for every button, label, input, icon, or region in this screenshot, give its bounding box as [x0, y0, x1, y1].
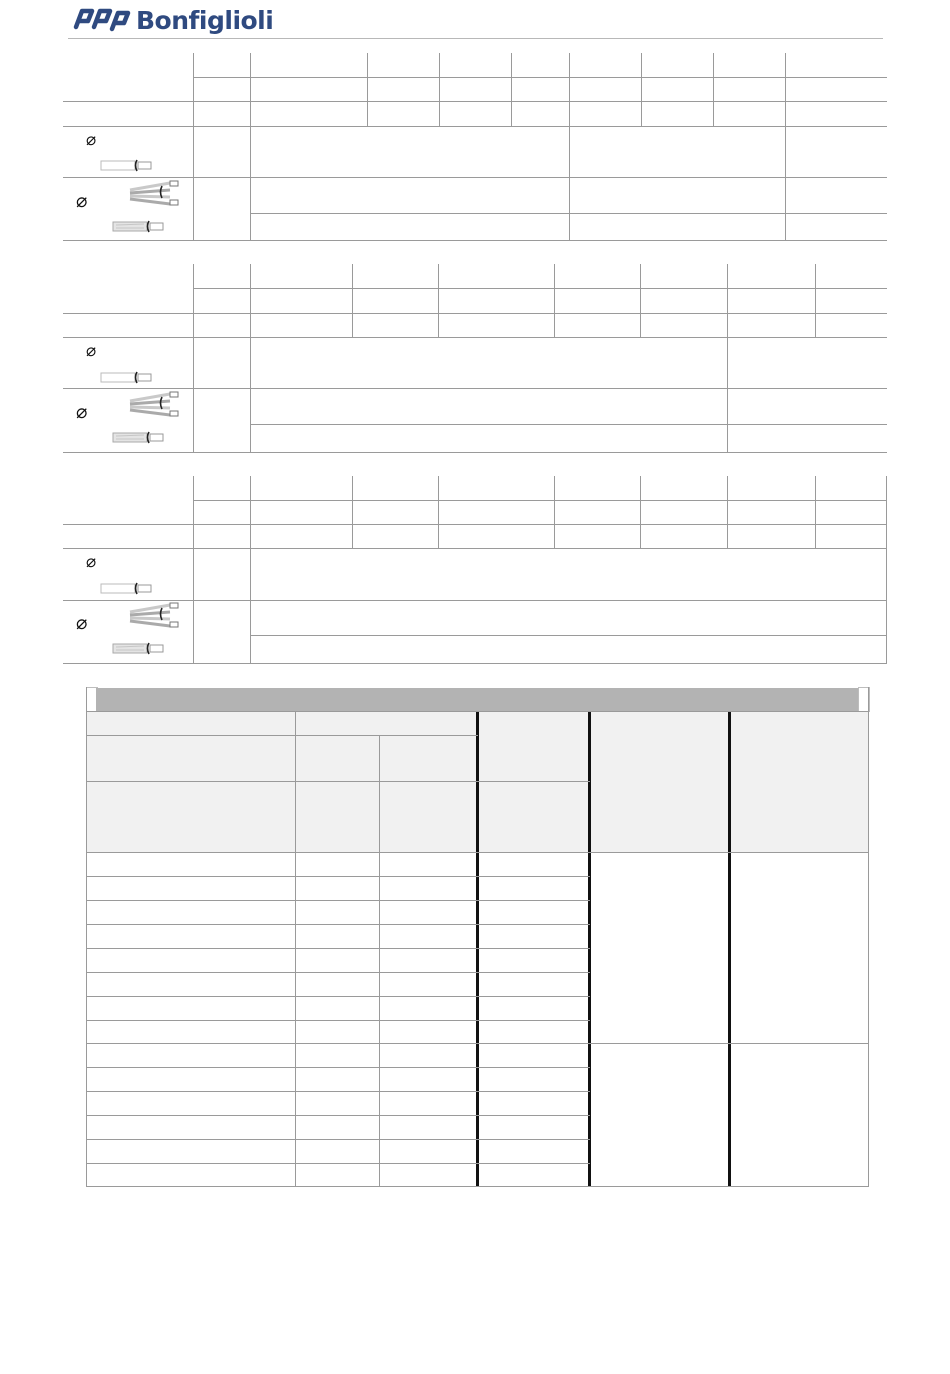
- diameter-icon: ⌀: [86, 552, 97, 572]
- table-rule: [86, 900, 590, 901]
- table-rule: [63, 388, 887, 389]
- table-rule: [86, 924, 590, 925]
- page-header: [68, 0, 883, 40]
- table-rule: [86, 876, 590, 877]
- table-rule: [86, 1139, 590, 1140]
- column-rule: [439, 53, 440, 126]
- column-divider: [728, 711, 731, 1186]
- stranded-conductor-icon: [128, 391, 180, 419]
- table-rule: [86, 1067, 590, 1068]
- column-rule: [193, 264, 194, 452]
- solid-conductor-icon: [100, 158, 154, 172]
- table-rule: [250, 213, 887, 214]
- table-rule: [63, 240, 887, 241]
- column-rule: [713, 53, 714, 126]
- column-rule: [379, 735, 380, 1186]
- table-rule: [86, 1043, 869, 1044]
- table-title-bar: [96, 688, 858, 711]
- column-rule: [641, 53, 642, 126]
- diameter-icon: ⌀: [86, 130, 97, 150]
- table-rule: [86, 781, 590, 782]
- table-rule: [86, 711, 869, 712]
- table-rule: [63, 101, 887, 102]
- column-rule: [367, 53, 368, 126]
- table-rule: [63, 452, 887, 453]
- table-rule: [86, 948, 590, 949]
- table-rule: [86, 1186, 869, 1187]
- table-rule: [193, 500, 887, 501]
- stranded-conductor-icon: [128, 180, 180, 208]
- header-rule: [68, 38, 883, 39]
- brand-logo: [72, 4, 273, 36]
- ferrule-conductor-icon: [112, 430, 166, 444]
- column-rule: [727, 476, 728, 549]
- column-rule: [868, 687, 869, 1187]
- table-rule: [63, 548, 887, 549]
- table-rule: [86, 1091, 590, 1092]
- column-rule: [640, 476, 641, 549]
- solid-conductor-icon: [100, 370, 154, 384]
- table-rule: [63, 600, 887, 601]
- ferrule-conductor-icon: [112, 641, 166, 655]
- bonfiglioli-logo-icon: [72, 5, 132, 35]
- table-rule: [86, 1020, 590, 1021]
- table-rule: [63, 313, 887, 314]
- column-rule: [815, 264, 816, 337]
- ferrule-conductor-icon: [112, 219, 166, 233]
- brand-name: Bonfiglioli: [136, 5, 274, 35]
- column-rule: [193, 53, 194, 241]
- table-rule: [63, 663, 887, 664]
- diameter-icon: ⌀: [76, 190, 88, 212]
- table-rule: [86, 1163, 590, 1164]
- column-rule: [511, 53, 512, 126]
- table-rule: [250, 424, 887, 425]
- column-rule: [815, 476, 816, 549]
- table-rule: [86, 852, 869, 853]
- column-rule: [438, 476, 439, 549]
- column-rule: [352, 264, 353, 337]
- table-rule: [86, 1115, 590, 1116]
- table-rule: [86, 996, 590, 997]
- table-rule: [250, 635, 887, 636]
- stranded-conductor-icon: [128, 602, 180, 630]
- column-rule: [86, 687, 87, 1187]
- table-rule: [63, 177, 887, 178]
- column-rule: [193, 476, 194, 664]
- table-rule: [63, 337, 887, 338]
- table-rule: [86, 735, 478, 736]
- diameter-icon: ⌀: [76, 612, 88, 634]
- column-rule: [554, 476, 555, 549]
- table-rule: [63, 524, 887, 525]
- diameter-icon: ⌀: [86, 341, 97, 361]
- diameter-icon: ⌀: [76, 401, 88, 423]
- table-rule: [63, 126, 887, 127]
- table-rule: [193, 77, 887, 78]
- table-rule: [193, 288, 887, 289]
- column-rule: [352, 476, 353, 549]
- solid-conductor-icon: [100, 581, 154, 595]
- column-rule: [554, 264, 555, 337]
- table-rule: [86, 972, 590, 973]
- column-rule: [438, 264, 439, 337]
- column-rule: [640, 264, 641, 337]
